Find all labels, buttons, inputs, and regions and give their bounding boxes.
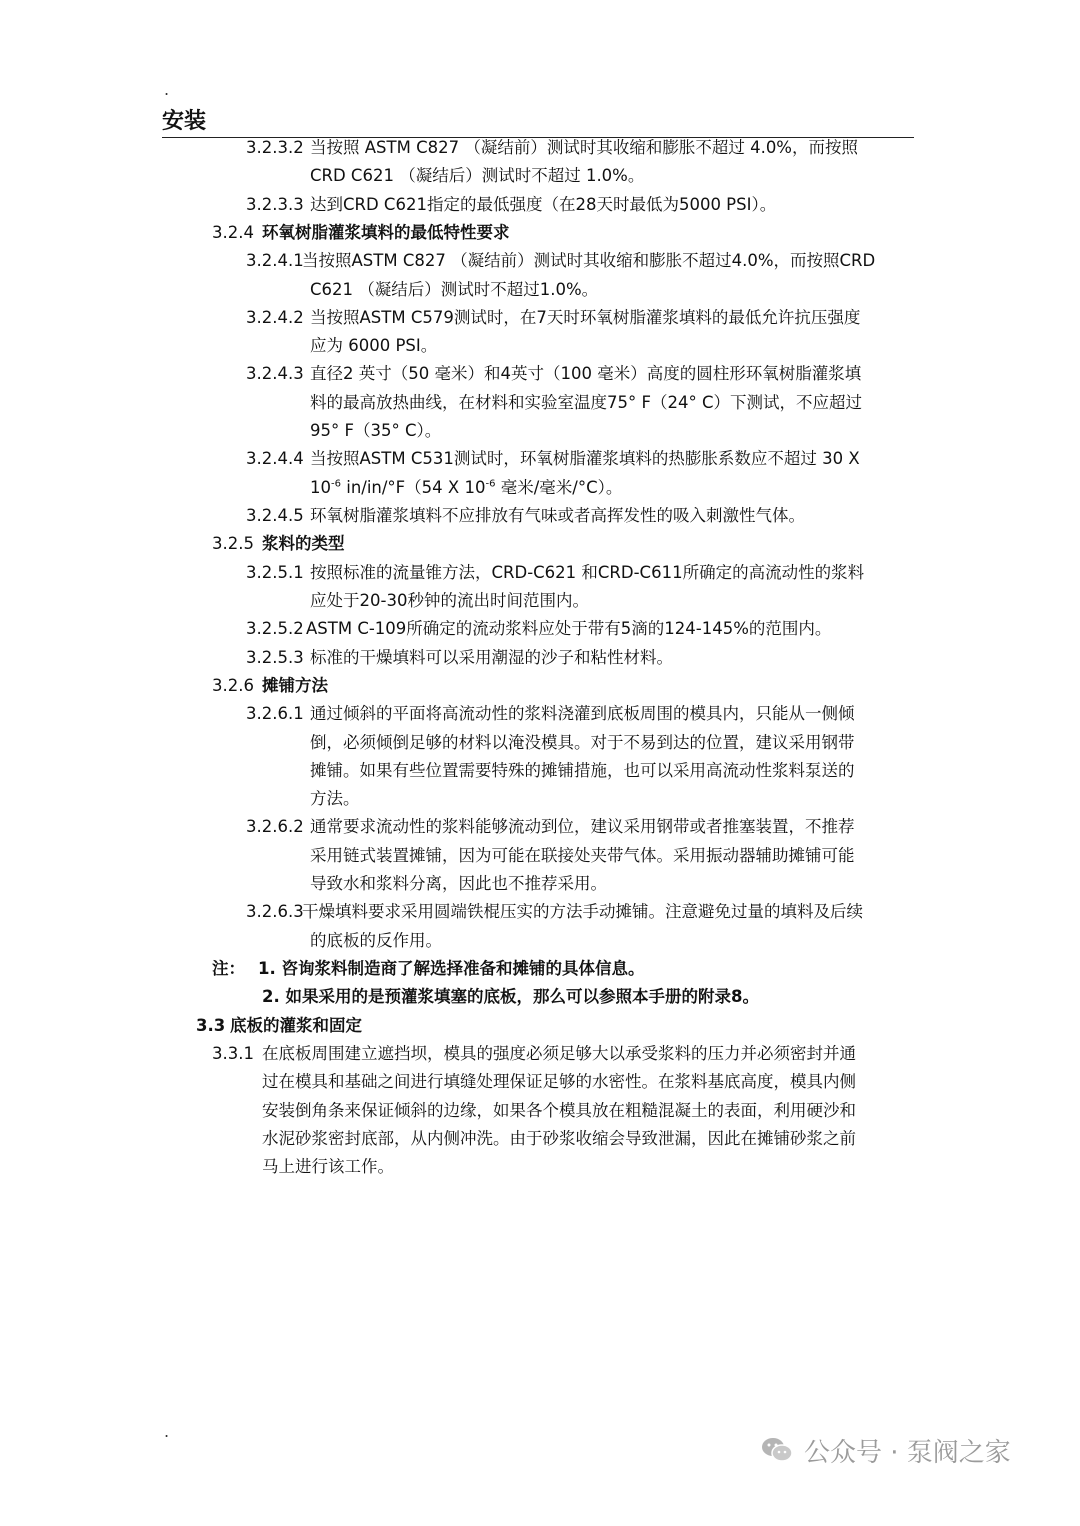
list-item: 3.2.5.1 按照标准的流量锥方法，CRD-C621 和CRD-C611所确定的高流动性的浆料 [246, 563, 865, 582]
list-item: 3.2.5.2 ASTM C-109所确定的流动浆料应处于带有5滴的124-145%的范围内。 [246, 619, 832, 638]
list-item-continuation: 倒，必须倾倒足够的材料以淹没模具。对于不易到达的位置，建议采用钢带 [310, 733, 855, 752]
list-item: 3.2.4.2 当按照ASTM C579测试时，在7天时环氧树脂灌浆填料的最低允许抗压强度 [246, 308, 861, 327]
list-item-continuation: 应为 6000 PSI。 [310, 336, 438, 355]
section-heading: 3.2.6 摊铺方法 [212, 676, 328, 695]
list-item-continuation: 95° F（35° C）。 [310, 421, 442, 440]
list-item-continuation: 采用链式装置摊铺，因为可能在联接处夹带气体。采用振动器辅助摊铺可能 [310, 846, 855, 865]
list-item-continuation: 安装倒角条来保证倾斜的边缘，如果各个模具放在粗糙混凝土的表面，利用硬沙和 [262, 1101, 856, 1120]
list-item-continuation: 料的最高放热曲线，在材料和实验室温度75° F（24° C）下测试，不应超过 [310, 393, 862, 412]
list-item-continuation: 导致水和浆料分离，因此也不推荐采用。 [310, 874, 607, 893]
list-item-continuation: 摊铺。如果有些位置需要特殊的摊铺措施，也可以采用高流动性浆料泵送的 [310, 761, 855, 780]
page-title: 安装 [162, 104, 914, 138]
note-line: 2. 如果采用的是预灌浆填塞的底板，那么可以参照本手册的附录8。 [262, 987, 759, 1006]
list-item: 3.2.4.5 环氧树脂灌浆填料不应排放有气味或者高挥发性的吸入刺激性气体。 [246, 506, 805, 525]
list-item: 3.3.1 在底板周围建立遮挡坝，模具的强度必须足够大以承受浆料的压力并必须密封并通 [212, 1044, 856, 1063]
list-item: 3.2.6.1 通过倾斜的平面将高流动性的浆料浇灌到底板周围的模具内，只能从一侧倾 [246, 704, 855, 723]
list-item: 3.2.3.3 达到CRD C621指定的最低强度（在28天时最低为5000 PSI）。 [246, 195, 777, 214]
watermark-text: 公众号 · 泵阀之家 [804, 1437, 1011, 1468]
list-item-continuation: 马上进行该工作。 [262, 1157, 394, 1176]
section-heading: 3.2.5 浆料的类型 [212, 534, 345, 553]
top-dot: . [164, 80, 170, 99]
list-item: 3.2.6.2 通常要求流动性的浆料能够流动到位，建议采用钢带或者推塞装置，不推荐 [246, 817, 855, 836]
list-item: 3.2.4.4 当按照ASTM C531测试时，环氧树脂灌浆填料的热膨胀系数应不超过 30 X [246, 449, 860, 468]
list-item-continuation: 的底板的反作用。 [310, 931, 442, 950]
bottom-dot: . [164, 1422, 170, 1441]
list-item-continuation: CRD C621 （凝结后）测试时不超过 1.0%。 [310, 166, 645, 185]
note-line: 注： 1. 咨询浆料制造商了解选择准备和摊铺的具体信息。 [212, 959, 645, 978]
wechat-icon [760, 1433, 794, 1467]
list-item-continuation: 方法。 [310, 789, 360, 808]
list-item: 3.2.4.1当按照ASTM C827 （凝结前）测试时其收缩和膨胀不超过4.0%，而按照CRD [246, 251, 876, 270]
list-item-continuation: $10^{-6}$ in/in/°F（54 X $10^{-6}$ 毫米/毫米/°C）。 [310, 478, 623, 497]
list-item-continuation: 过在模具和基础之间进行填缝处理保证足够的水密性。在浆料基底高度，模具内侧 [262, 1072, 856, 1091]
section-heading: 3.2.4 环氧树脂灌浆填料的最低特性要求 [212, 223, 510, 242]
list-item: 3.2.6.3干燥填料要求采用圆端铁棍压实的方法手动摊铺。注意避免过量的填料及后续 [246, 902, 863, 921]
watermark [760, 1430, 1011, 1470]
list-item: 3.2.3.2 当按照 ASTM C827 （凝结前）测试时其收缩和膨胀不超过 4.0%，而按照 [246, 138, 858, 157]
list-item-continuation: 应处于20-30秒钟的流出时间范围内。 [310, 591, 589, 610]
list-item: 3.2.5.3 标准的干燥填料可以采用潮湿的沙子和粘性材料。 [246, 648, 673, 667]
list-item-continuation: C621 （凝结后）测试时不超过1.0%。 [310, 280, 599, 299]
section-heading: 3.3 底板的灌浆和固定 [196, 1016, 362, 1035]
list-item: 3.2.4.3 直径2 英寸（50 毫米）和4英寸（100 毫米）高度的圆柱形环氧树脂灌浆填 [246, 364, 862, 383]
list-item-continuation: 水泥砂浆密封底部，从内侧冲洗。由于砂浆收缩会导致泄漏，因此在摊铺砂浆之前 [262, 1129, 856, 1148]
